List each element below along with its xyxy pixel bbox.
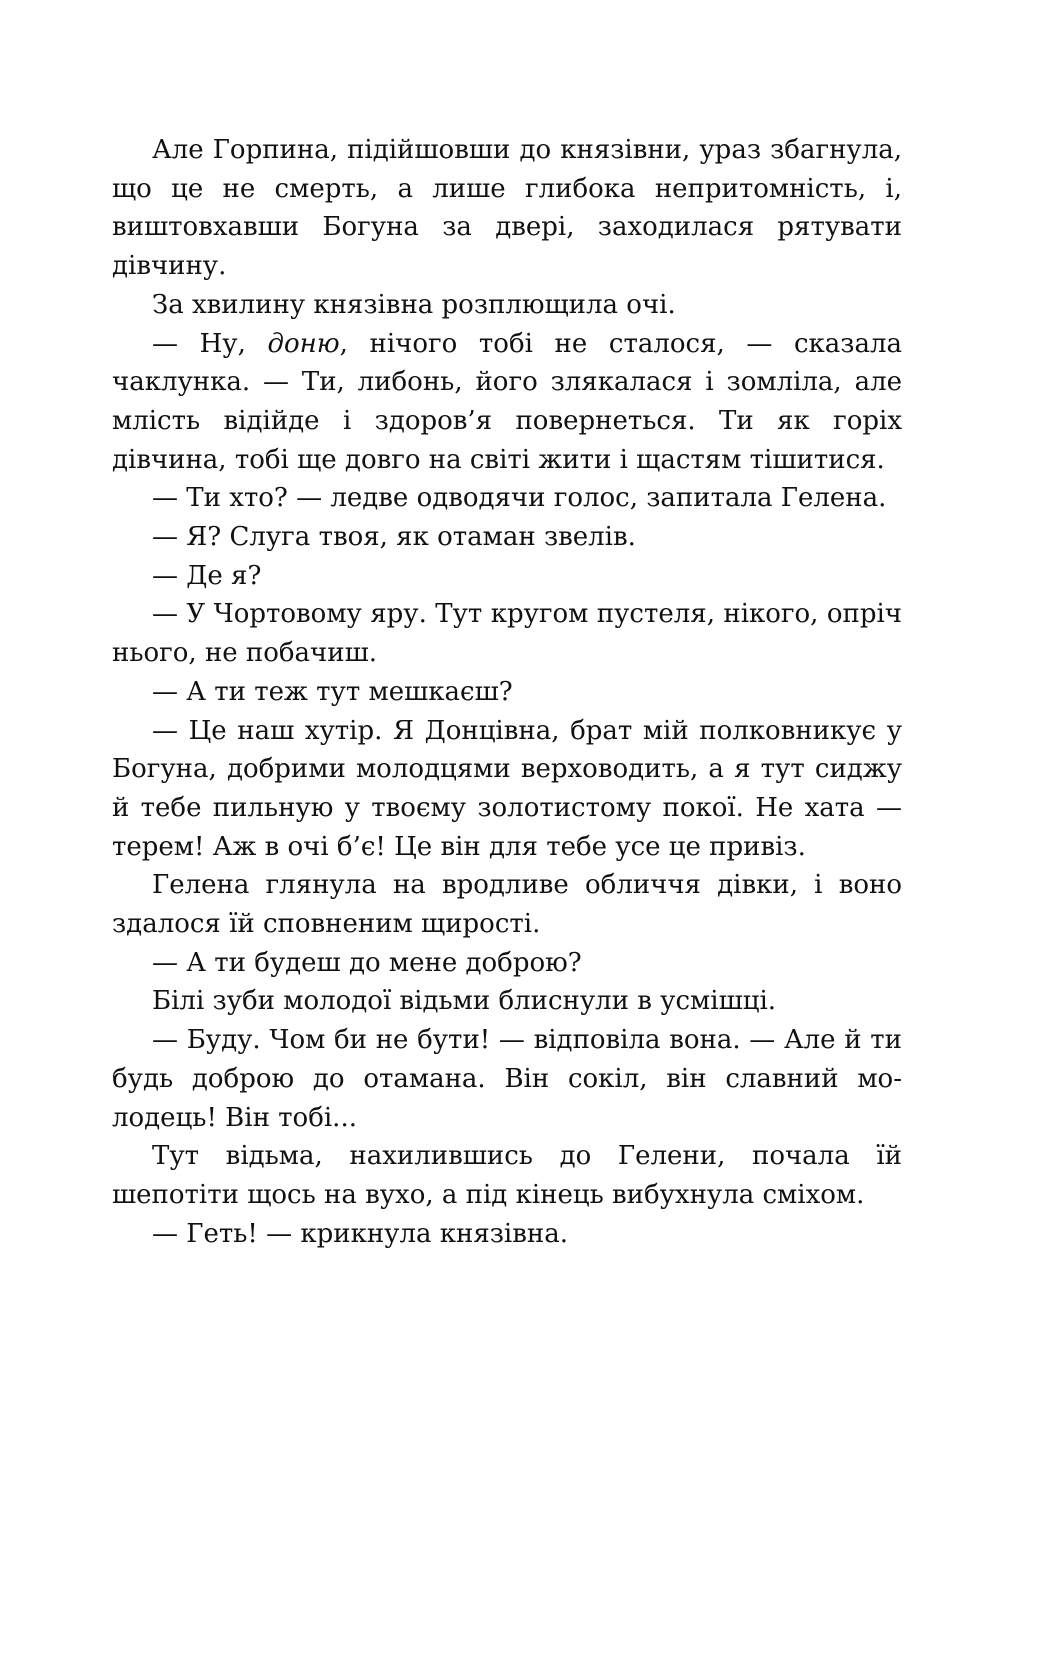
paragraph: За хвилину князівна розплющила очі.	[152, 289, 676, 320]
paragraph: — А ти будеш до мене доброю?	[152, 947, 582, 978]
paragraph: — У Чортовому яру. Тут кругом пустеля, нікого, опріч нього, не побачиш.	[112, 599, 902, 669]
paragraph: Білі зуби молодої відьми блиснули в усмішці.	[152, 986, 777, 1017]
paragraph: — Ти хто? — ледве одводячи голос, запитала Гелена.	[152, 483, 887, 514]
paragraph: — Геть! — крикнула князівна.	[152, 1218, 568, 1249]
page-text-body	[112, 131, 902, 1253]
text-run: — Ну,	[152, 328, 268, 359]
paragraph: — Це наш хутір. Я Донцівна, брат мій полковникує у Богуна, добрими молодцями верховодить, а я тут сиджу й тебе пильную у твоєму золотистому покої. Не хата — терем! Аж в очі б’є! Це він для тебе усе це привіз.	[112, 715, 902, 862]
paragraph: — Де я?	[152, 560, 262, 591]
text-run: , нічого тобі не сталося, — сказала чаклунка. — Ти, либонь, його злякалася і зомліла, але млість відійде і здоров’я повернеться. Ти як горіх дівчина, тобі ще довго на світі жити і щастям тішитися.	[112, 328, 902, 475]
paragraph: — Буду. Чом би не бути! — відповіла вона. — Але й ти будь доброю до отамана. Він сокіл, він славний молодець! Він тобі...	[112, 1025, 902, 1133]
paragraph: Гелена глянула на вродливе обличчя дівки, і воно здалося їй сповненим щирості.	[112, 870, 902, 940]
paragraph: Тут відьма, нахилившись до Гелени, почала їй шепотіти щось на вухо, а під кінець вибухнула сміхом.	[112, 1141, 902, 1210]
italic-word: доню	[267, 328, 340, 359]
paragraph	[112, 325, 902, 480]
paragraph: — Я? Слуга твоя, як отаман звелів.	[152, 522, 636, 553]
paragraph: Але Горпина, підійшовши до князівни, ураз збагнула, що це не смерть, а лише глибока непритомність, і, виштовхавши Богуна за двері, заходилася рятувати дівчину.	[112, 135, 902, 282]
paragraph: — А ти теж тут мешкаєш?	[152, 676, 513, 707]
